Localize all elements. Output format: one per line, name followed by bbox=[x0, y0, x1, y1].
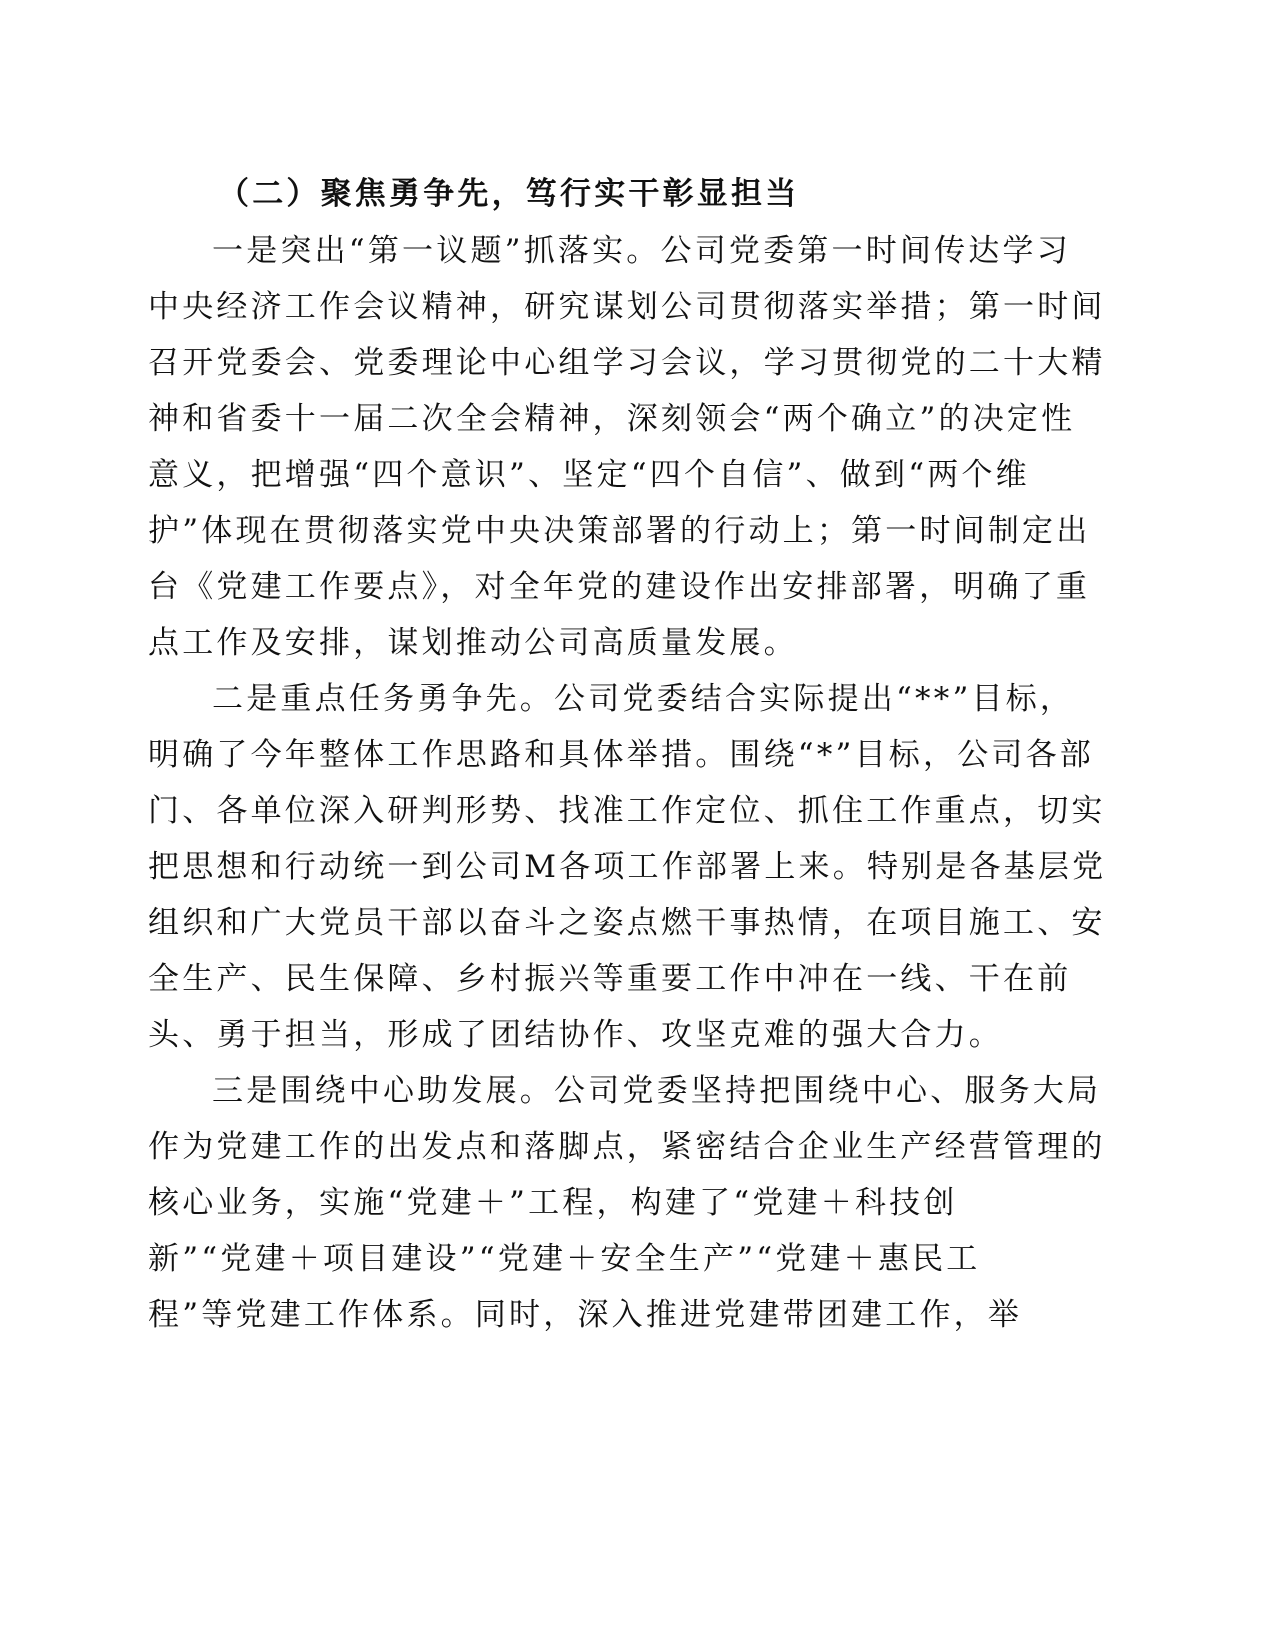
paragraph-line: 二是重点任务勇争先。公司党委结合实际提出“**”目标， bbox=[212, 681, 1075, 717]
paragraph-line: 头、勇于担当，形成了团结协作、攻坚克难的强大合力。 bbox=[148, 1017, 1003, 1053]
paragraph-line: 程”等党建工作体系。同时，深入推进党建带团建工作，举 bbox=[148, 1297, 1023, 1333]
paragraph-line: 核心业务，实施“党建＋”工程，构建了“党建＋科技创 bbox=[148, 1185, 958, 1221]
paragraph-line: 作为党建工作的出发点和落脚点，紧密结合企业生产经营管理的 bbox=[148, 1129, 1106, 1165]
paragraph-line: 护”体现在贯彻落实党中央决策部署的行动上；第一时间制定出 bbox=[148, 513, 1091, 549]
paragraph-line: 三是围绕中心助发展。公司党委坚持把围绕中心、服务大局 bbox=[212, 1073, 1102, 1109]
paragraph-line: 把思想和行动统一到公司M各项工作部署上来。特别是各基层党 bbox=[148, 849, 1107, 885]
paragraph-line: 一是突出“第一议题”抓落实。公司党委第一时间传达学习 bbox=[212, 233, 1071, 269]
section-heading: （二）聚焦勇争先，笃行实干彰显担当 bbox=[218, 176, 800, 212]
paragraph-line: 中央经济工作会议精神，研究谋划公司贯彻落实举措；第一时间 bbox=[148, 289, 1106, 325]
paragraph-line: 点工作及安排，谋划推动公司高质量发展。 bbox=[148, 625, 798, 661]
paragraph-line: 组织和广大党员干部以奋斗之姿点燃干事热情，在项目施工、安 bbox=[148, 905, 1106, 941]
paragraph-line: 全生产、民生保障、乡村振兴等重要工作中冲在一线、干在前 bbox=[148, 961, 1072, 997]
paragraph-line: 神和省委十一届二次全会精神，深刻领会“两个确立”的决定性 bbox=[148, 401, 1076, 437]
paragraph-line: 台《党建工作要点》，对全年党的建设作出安排部署，明确了重 bbox=[148, 569, 1091, 605]
paragraph-line: 召开党委会、党委理论中心组学习会议，学习贯彻党的二十大精 bbox=[148, 345, 1106, 381]
paragraph-line: 门、各单位深入研判形势、找准工作定位、抓住工作重点，切实 bbox=[148, 793, 1106, 829]
paragraph-line: 新”“党建＋项目建设”“党建＋安全生产”“党建＋惠民工 bbox=[148, 1241, 981, 1277]
paragraph-line: 明确了今年整体工作思路和具体举措。围绕“*”目标，公司各部 bbox=[148, 737, 1094, 773]
paragraph-line: 意义，把增强“四个意识”、坚定“四个自信”、做到“两个维 bbox=[148, 457, 1030, 493]
